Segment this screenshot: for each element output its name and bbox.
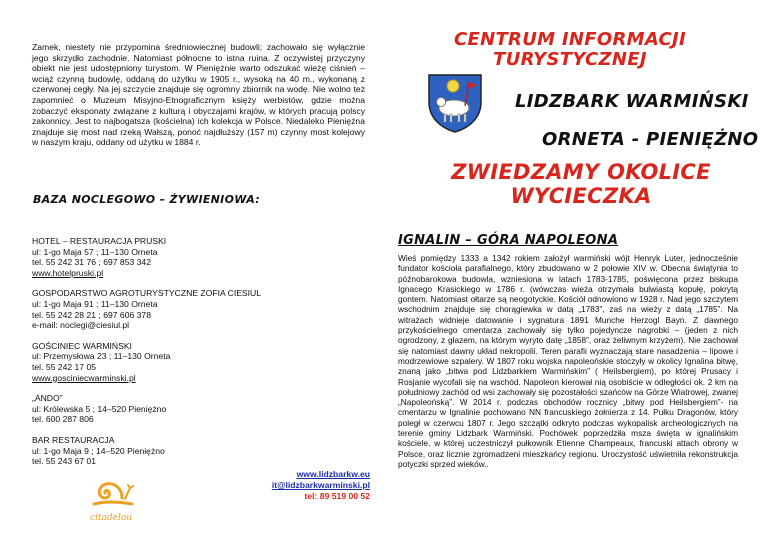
contact-phone: tel: 89 519 00 52 [304,491,370,501]
entry-name: BAR RESTAURACJA [32,434,115,445]
intro-paragraph: Zamek, niestety nie przypomina średniowiecznej budowli; zachowało się wyłącznie jego skrzydło zachodnie. Natomiast północne to istna ruina. Z oczywistej przyczyny obiekt nie jest udostępniony turystom. W Pieniężnie warto odszukać wieżę ciśnień – wciąż czynną budowlę, oddaną do użytku w 1905 r., wysoką na 40 m., wykonaną z czerwonej cegły. Na jej szczycie znajduje się ogromny zbiornik na wodę. Nie wolno też zapomnieć o Muzeum Misyjno-Etnograficznym księży werbistów, gdzie można zobaczyć eksponaty związane z kulturą i obyczajami krajów, w których pracują polscy zakonnicy. Jest to najbogatsza (kościelna) ich kolekcja w Polsce. Niedaleko Pieniężna znajduje się most nad rzeką Wałszą, ponoć najdłuższy (157 m) czynny most kolejowy w naszym kraju, oddany od użytku w 1884 r. [32,42,365,148]
entry-name: GOSPODARSTWO AGROTURYSTYCZNE ZOFIA CIESIUL [32,288,262,299]
contact-website-link[interactable]: www.lidzbarkw.eu [296,469,370,479]
entry-website-link[interactable]: www.hotelpruski.pl [32,267,104,278]
article-body: Wieś pomiędzy 1333 a 1342 rokiem założył warmiński wójt Henryk Luter, jednocześnie fundator kościoła parafialnego, który zbudowano w 2 połowie XIV w. Obecna świątynia to późnobarokowa budowla, wzniesiona w latach 1783-1785, poświęcona przez biskupa Ignacego Krasickiego w 1786 r. (wówczas wieża otrzymała bulwiastą kopułę, pokrytą gontem. Natomiast ołtarze są neogotyckie. Kościół odnowiono w 1928 r. Nad jego szczytem wschodnim znajduje się chorągiewka w datą „1783”, zaś na wieży z datą „1785”. Na witrażach widnieje datowanie i sygnatura 1891 Munche Herzogl Bayn. Z dawnego przykościelnego cmentarza zachowały się tylko pojedyncze nagrobki – (jeden z nich ogrodzony, z głazem, na którym wyryto datę „1858”, oraz żeliwnym krzyżem). Nie zachował się natomiast dawny układ nekropolii. Teren parafii wyznaczają stare nasadzenia – lipowe i modrzewiowe szpalery. W 1807 roku wojska napoleońskie stoczyły w okolicy Ignalina bitwę, znaną jako „bitwa pod Lidzbarkiem Warmińskim” ( Heilsbergiem), po której Prusacy i Rosjanie wycofali się na wschód. Napoleon kierował nią osobiście w odległości ok. 2 km na południowy zachód od wsi zachowały się pozostałości szańców na Górze Wiatrowej, zwanej „Napoleońską”. W 2014 r. podczas obchodów rocznicy „bitwy pod Heilsbergiem”- na cmentarzu w Ignalinie pochowano NN francuskiego żołnierza z 14. Pułku Dragonów, który poległ w czerwcu 1807 r. Jego szczątki odkryto podczas wykopalisk archeologicznych na terenie gminy Lidzbark Warmiński. Pochówek poprzedziła msza święta w ignalińskim kościele, w której uczestniczył pułkownik Etienne Champeaux, francuski attach obrony w Polsce, oraz licznie zgromadzeni mieszkańcy regionu. Uroczystość uświetniła rekonstrukcja potyczki sprzed wieków.. [398,253,738,469]
coat-of-arms-icon [425,72,485,134]
list-item [32,288,362,330]
entry-address: ul: Przemysłowa 23 ; 11–130 Orneta [32,351,171,362]
list-item [32,341,362,383]
contact-block [230,469,370,502]
header-title: CENTRUM INFORMACJI TURYSTYCZNEJ [453,29,687,70]
entry-email-link[interactable]: e-mail: noclegi@ciesiul.pl [32,320,130,331]
entry-phone: tel. 55 242 28 21 ; 697 606 378 [32,309,151,320]
entry-phone: tel. 55 242 31 76 ; 697 853 342 [32,257,151,268]
accommodation-list [32,236,362,467]
entry-phone: tel. 600 287 806 [32,414,94,425]
entry-name: HOTEL – RESTAURACJA PRUSKI [32,236,167,246]
contact-email-link[interactable]: it@lidzbarkwarminski.pl [271,480,370,490]
header-subtitle: ZWIEDZAMY OKOLICE WYCIECZKA [451,160,711,208]
entry-name: GOŚCINIEC WARMIŃSKI [32,340,132,351]
entry-name: „ANDO” [32,393,63,404]
logo-text: citadelou [90,513,133,523]
list-item [32,236,362,278]
entry-address: ul: 1-go Maja 91 ; 11–130 Orneta [32,298,158,309]
entry-phone: tel. 55 243 67 01 [32,456,97,467]
list-item [32,393,362,425]
entry-address: ul: Królewska 5 ; 14–520 Pieniężno [32,403,167,414]
article-title: IGNALIN – GÓRA NAPOLEONA [398,233,619,248]
entry-address: ul: 1-go Maja 57 ; 11–130 Orneta [32,246,158,257]
accommodation-heading: BAZA NOCLEGOWO – ŻYWIENIOWA: [33,193,260,206]
entry-website-link[interactable]: www.gosciniecwarminski.pl [32,372,136,383]
snail-logo-icon [92,476,136,510]
header-orneta: ORNETA - PIENIĘŻNO [542,129,759,150]
entry-phone: tel. 55 242 17 05 [32,361,97,372]
header-lidzbark: LIDZBARK WARMIŃSKI [515,91,749,112]
list-item [32,435,362,467]
entry-address: ul: 1-go Maja 9 ; 14–520 Pieniężno [32,445,165,456]
